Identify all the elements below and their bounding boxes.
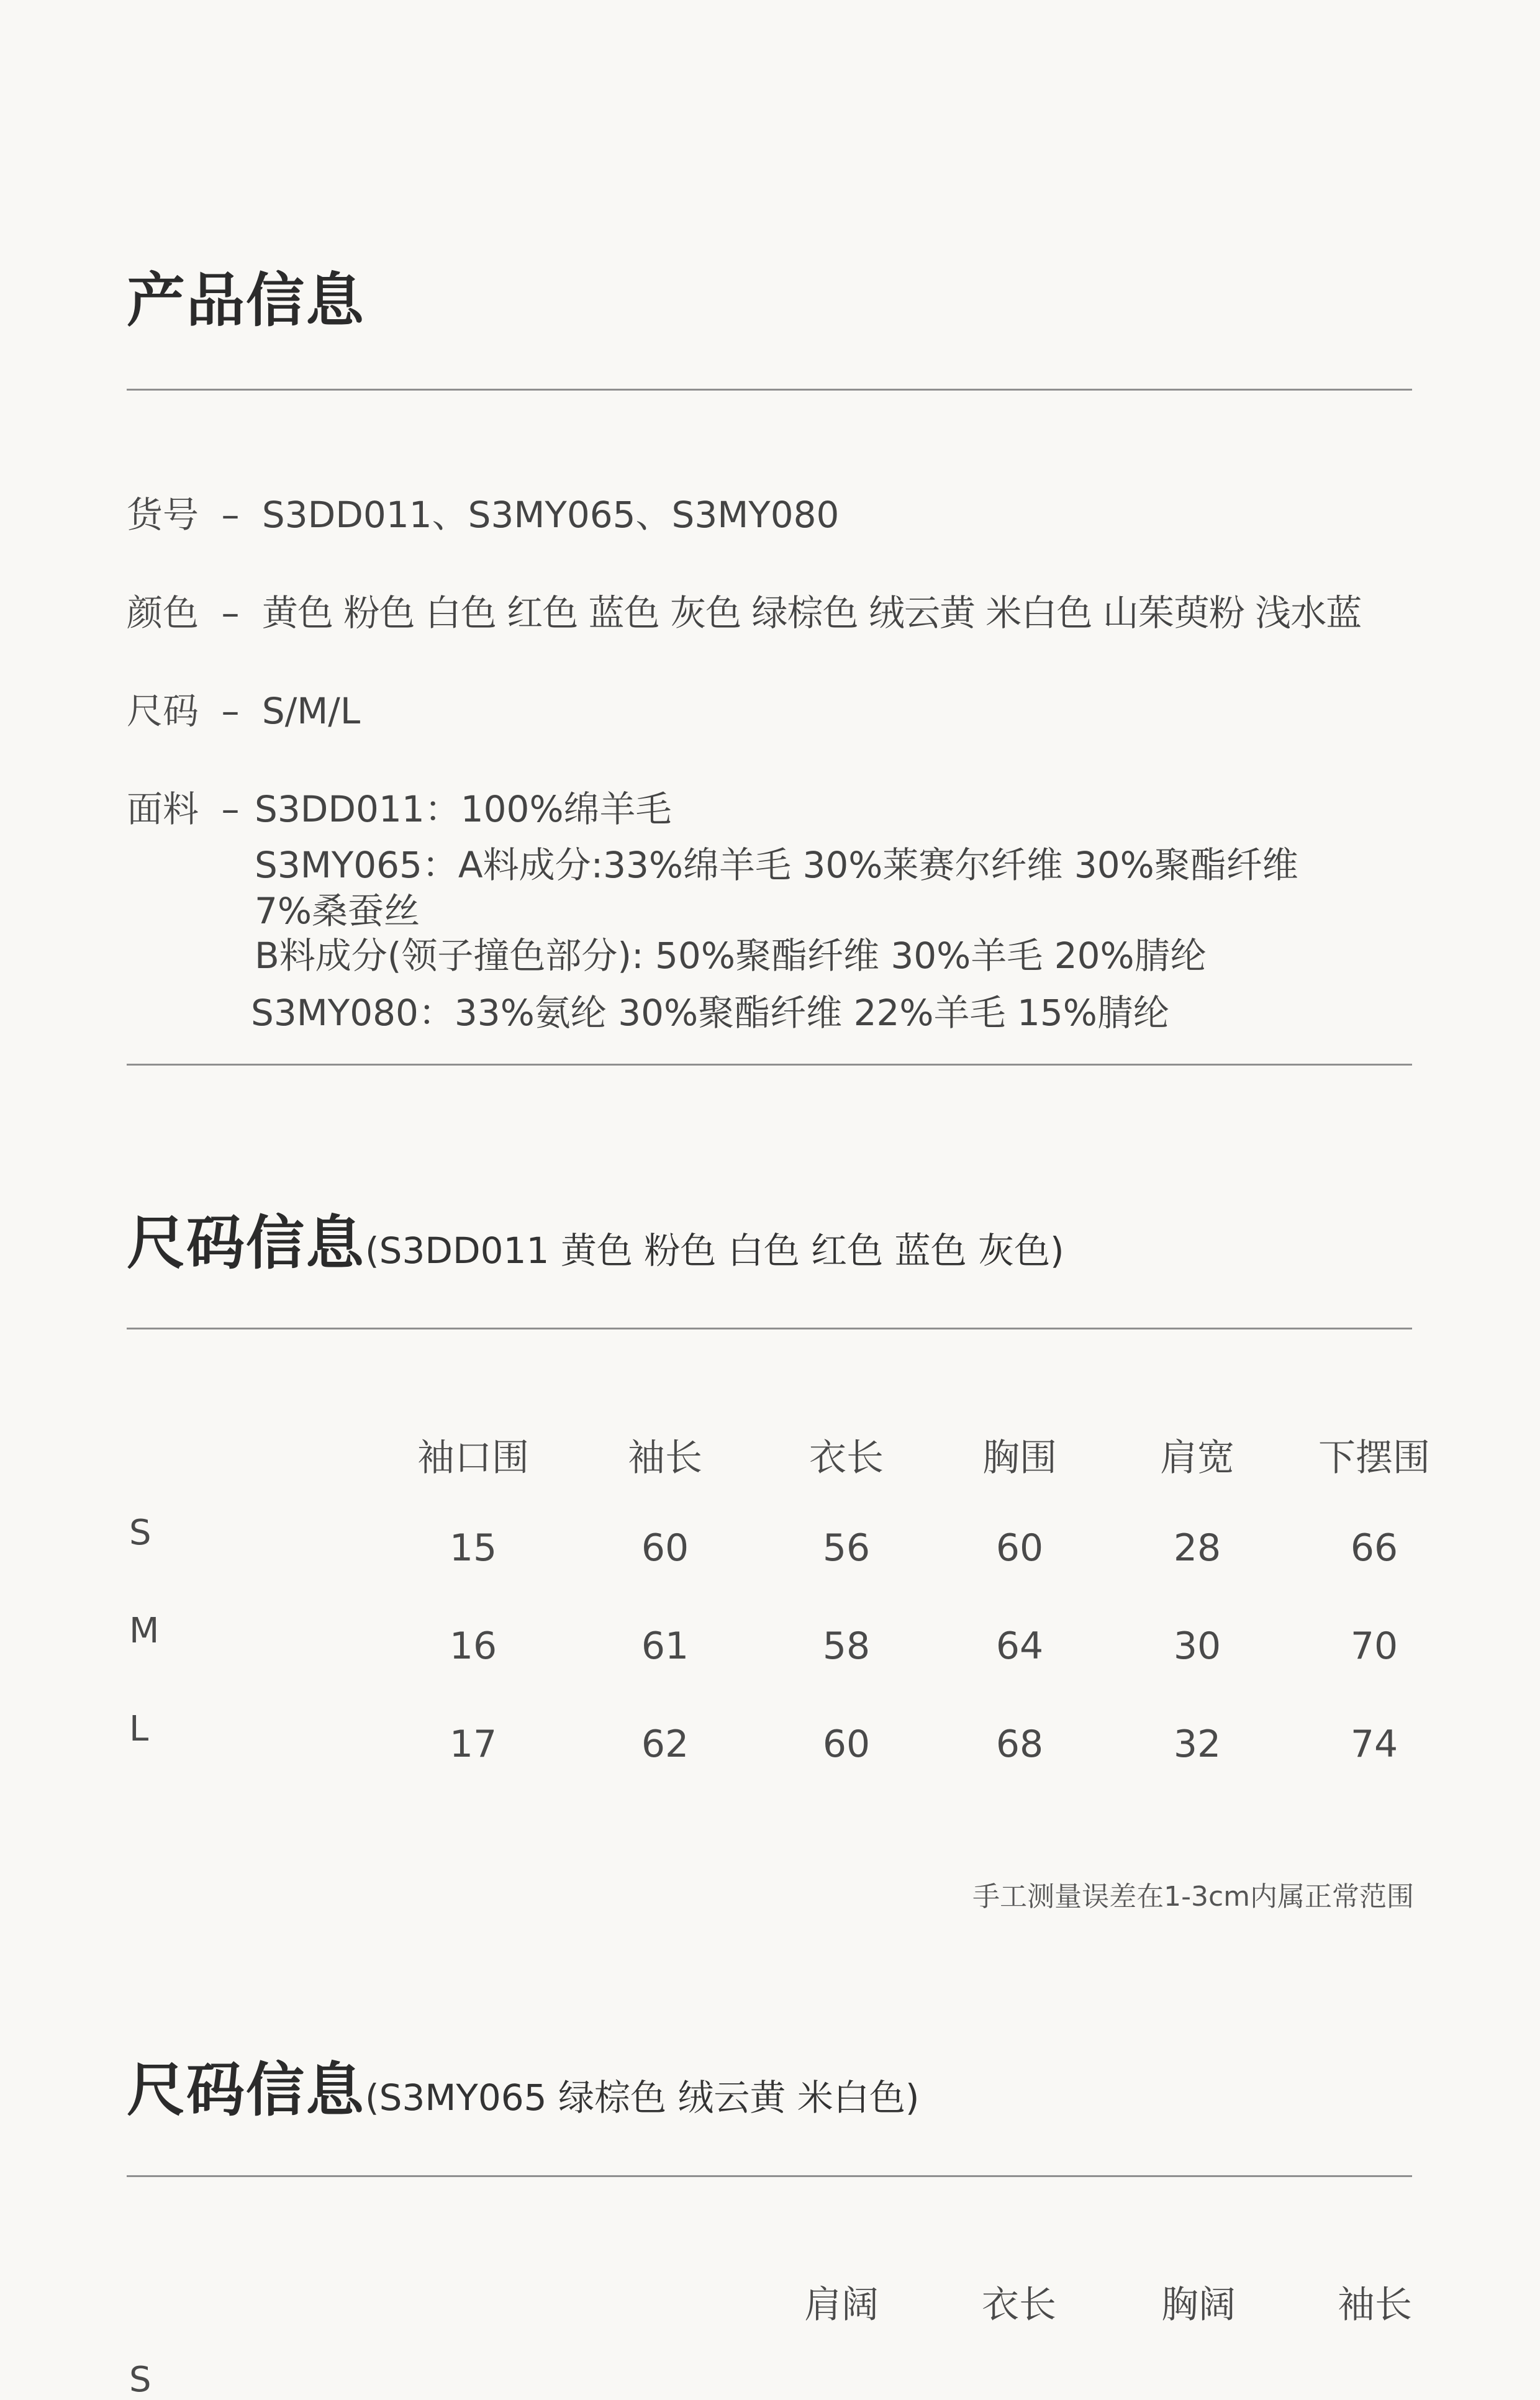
fabric-line: S3MY080：33%氨纶 30%聚酯纤维 22%羊毛 15%腈纶 [251, 992, 1169, 1034]
sku-value: S3DD011、S3MY065、S3MY080 [261, 494, 840, 536]
separator: – [221, 690, 240, 732]
table-cell: 62 [641, 1723, 689, 1766]
column-header: 肩宽 [1160, 1436, 1234, 1480]
fabric-label: 面料 [127, 788, 199, 830]
column-header: 胸围 [982, 1436, 1057, 1480]
fabric-line: B料成分(领子撞色部分): 50%聚酯纤维 30%羊毛 20%腈纶 [255, 935, 1207, 977]
size-label: 尺码 [127, 690, 199, 732]
column-header: 袖口围 [417, 1436, 529, 1480]
divider [127, 389, 1412, 391]
fabric-line: S3MY065：A料成分:33%绵羊毛 30%莱赛尔纤维 30%聚酯纤维 [255, 844, 1298, 886]
divider [127, 1328, 1412, 1329]
separator: – [221, 788, 240, 830]
table-cell: 30 [1173, 1624, 1221, 1668]
table-cell: 60 [641, 1526, 689, 1570]
table-cell: 74 [1350, 1723, 1398, 1766]
table-cell: 68 [995, 1723, 1044, 1766]
table-cell: 61 [641, 1624, 689, 1668]
column-header: 衣长 [809, 1436, 884, 1480]
row-label-s: S [129, 2360, 152, 2400]
separator: – [221, 592, 240, 634]
table-cell: 32 [1173, 1723, 1221, 1766]
sku-label: 货号 [127, 494, 199, 536]
table-cell: 60 [822, 1723, 871, 1766]
size-info-subtitle: (S3DD011 黄色 粉色 白色 红色 蓝色 灰色) [365, 1229, 1064, 1272]
separator: – [221, 494, 240, 536]
table-cell: 28 [1173, 1526, 1221, 1570]
product-info-title: 产品信息 [127, 267, 366, 335]
size-value: S/M/L [261, 690, 361, 732]
size-info-subtitle: (S3MY065 绿棕色 绒云黄 米白色) [365, 2076, 920, 2119]
column-header: 胸阔 [1161, 2283, 1236, 2327]
row-label-s: S [129, 1513, 152, 1553]
table-cell: 58 [822, 1624, 871, 1668]
size-info-heading: 尺码信息 [127, 2057, 366, 2124]
table-cell: 15 [449, 1526, 497, 1570]
fabric-line: 7%桑蚕丝 [255, 890, 420, 932]
table-cell: 17 [449, 1723, 497, 1766]
table-cell: 64 [995, 1624, 1044, 1668]
row-label-m: M [129, 1611, 160, 1651]
divider [127, 2175, 1412, 2177]
size-info-heading: 尺码信息 [127, 1210, 366, 1277]
table-cell: 16 [449, 1624, 497, 1668]
color-value: 黄色 粉色 白色 红色 蓝色 灰色 绿棕色 绒云黄 米白色 山茱萸粉 浅水蓝 [261, 592, 1362, 634]
measurement-note: 手工测量误差在1-3cm内属正常范围 [972, 1881, 1414, 1913]
table-cell: 56 [822, 1526, 871, 1570]
fabric-row [127, 780, 250, 832]
column-header: 袖长 [628, 1436, 702, 1480]
column-header: 衣长 [982, 2283, 1056, 2327]
size-info-title [127, 1196, 1064, 1280]
column-header: 袖长 [1338, 2283, 1412, 2327]
size-info-title [127, 2043, 919, 2127]
divider [127, 1064, 1412, 1066]
color-row [127, 584, 1361, 636]
row-label-l: L [129, 1709, 149, 1749]
size-row [127, 682, 360, 734]
table-cell: 70 [1350, 1624, 1398, 1668]
table-cell: 60 [995, 1526, 1044, 1570]
table-cell: 66 [1350, 1526, 1398, 1570]
sku-row [127, 486, 839, 538]
column-header: 下摆围 [1318, 1436, 1430, 1480]
column-header: 肩阔 [804, 2283, 879, 2327]
fabric-line: S3DD011：100%绵羊毛 [255, 788, 672, 830]
color-label: 颜色 [127, 592, 199, 634]
